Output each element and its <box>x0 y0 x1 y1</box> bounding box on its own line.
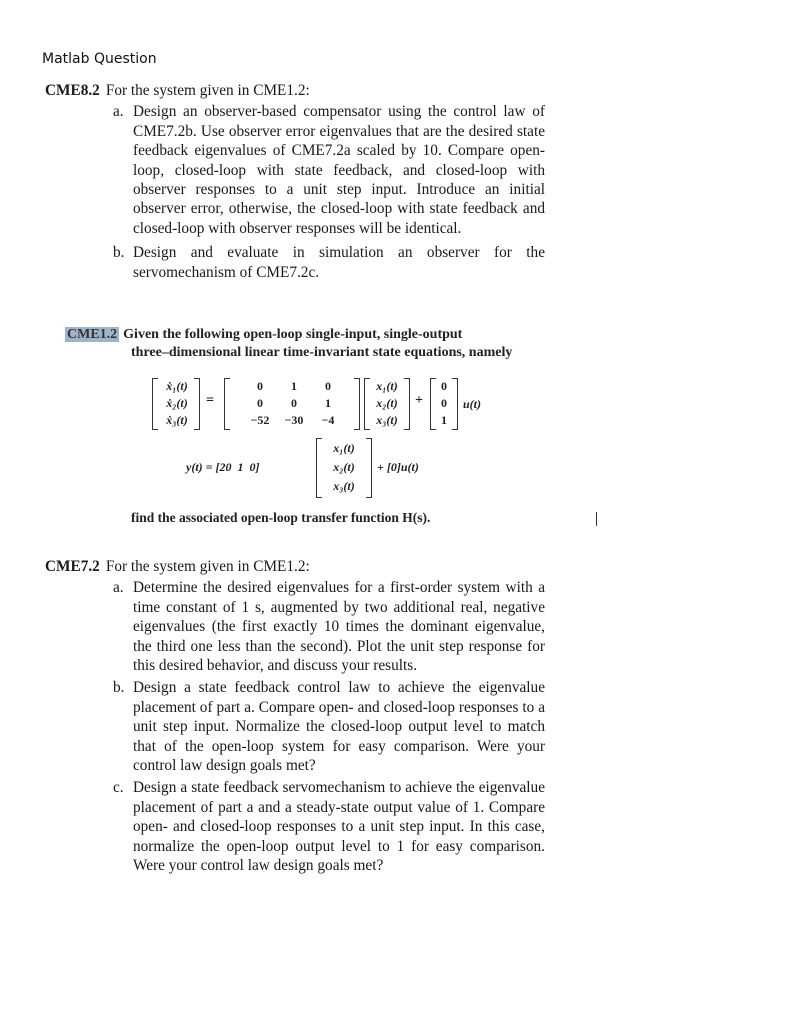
a-21: 0 <box>257 396 263 410</box>
b-vector <box>430 378 458 430</box>
text-cursor <box>596 512 597 526</box>
x-vector <box>364 378 410 430</box>
output-lhs: y(t) = [20 1 0] <box>186 460 260 474</box>
item-label: b. <box>113 244 125 262</box>
problem-header <box>45 557 545 576</box>
page-title: Matlab Question <box>42 51 157 67</box>
a-31: −52 <box>250 413 270 427</box>
item-label: c. <box>113 779 124 797</box>
problem-item-b <box>45 243 545 282</box>
problem-cme8-2 <box>45 81 545 282</box>
problem-item-a <box>45 102 545 238</box>
xdot-2: ẋ₂(t) <box>166 396 188 410</box>
find-instruction: find the associated open-loop transfer function H(s). <box>131 510 431 525</box>
xdot-3: ẋ₃(t) <box>166 413 188 427</box>
input-u: u(t) <box>463 397 481 411</box>
item-text: Design a state feedback control law to achieve the eigenvalue placement of part a. Compare open- and closed-loop responses to a unit step input. Normalize the closed-loop output level to match that of the open-loop system for easy comparison. Were your control law design goals met? <box>133 679 545 775</box>
x-vector-output <box>316 438 372 498</box>
a-matrix <box>224 378 360 430</box>
equals-sign: = <box>206 393 214 408</box>
item-text: Design an observer-based compensator using the control law of CME7.2b. Use observer error eigenvalues that are the desired state feedback eigenvalues of CME7.2a scaled by 10. Compare open-loop, closed-loop with state feedback, and closed-loop with observer responses to a unit step input. Introduce an initial observer error, otherwise, the closed-loop with state feedback and closed-loop with observer responses will be identical. <box>133 103 545 237</box>
problem-item-a <box>45 578 545 675</box>
x-3: x₃(t) <box>376 413 398 427</box>
problem-tag: CME1.2 <box>67 327 118 342</box>
xdot-vector <box>152 378 200 430</box>
a-12: 1 <box>291 379 297 393</box>
a-33: −4 <box>321 413 335 427</box>
a-11: 0 <box>257 379 263 393</box>
problem-id: CME7.2 <box>45 558 100 575</box>
item-label: a. <box>113 103 124 121</box>
item-text: Design and evaluate in simulation an observer for the servomechanism of CME7.2c. <box>133 244 545 281</box>
problem-line-2: three–dimensional linear time-invariant state equations, namely <box>131 345 513 360</box>
a-13: 0 <box>325 379 331 393</box>
xdot-1: ẋ₁(t) <box>166 379 188 393</box>
x-out-2: x₂(t) <box>333 460 355 474</box>
problem-line-1: Given the following open-loop single-input, single-output <box>123 327 463 342</box>
problem-item-b <box>45 678 545 775</box>
plus-sign: + <box>415 393 423 408</box>
a-32: −30 <box>284 413 304 427</box>
problem-item-c <box>45 778 545 875</box>
item-text: Determine the desired eigenvalues for a first-order system with a time constant of 1 s, augmented by two additional real, negative eigenvalues (the first exactly 10 times the dominant eigenvalue, the third one less than the second). Plot the unit step response for this desired behavior, and discuss your results. <box>133 579 545 675</box>
item-label: a. <box>113 579 124 597</box>
problem-intro: For the system given in CME1.2: <box>105 558 310 575</box>
x-2: x₂(t) <box>376 396 398 410</box>
b-2: 0 <box>441 396 447 410</box>
problem-cme1-2 <box>65 326 545 362</box>
problem-header <box>45 81 545 100</box>
item-label: b. <box>113 679 125 697</box>
problem-id: CME8.2 <box>45 82 100 99</box>
a-22: 0 <box>291 396 297 410</box>
b-3: 1 <box>441 413 447 427</box>
problem-intro: For the system given in CME1.2: <box>105 82 310 99</box>
a-23: 1 <box>325 396 331 410</box>
x-out-3: x₃(t) <box>333 479 355 493</box>
x-1: x₁(t) <box>376 379 398 393</box>
x-out-1: x₁(t) <box>333 441 355 455</box>
b-1: 0 <box>441 379 447 393</box>
problem-cme7-2 <box>45 557 545 876</box>
feedthrough-term: + [0]u(t) <box>377 460 419 474</box>
item-text: Design a state feedback servomechanism to achieve the eigenvalue placement of part a and a steady-state output value of 1. Compare open- and closed-loop responses to a unit step input. In this case, normalize the open-loop output level to 1 for easy comparison. Were your control law design goals met? <box>133 779 545 875</box>
